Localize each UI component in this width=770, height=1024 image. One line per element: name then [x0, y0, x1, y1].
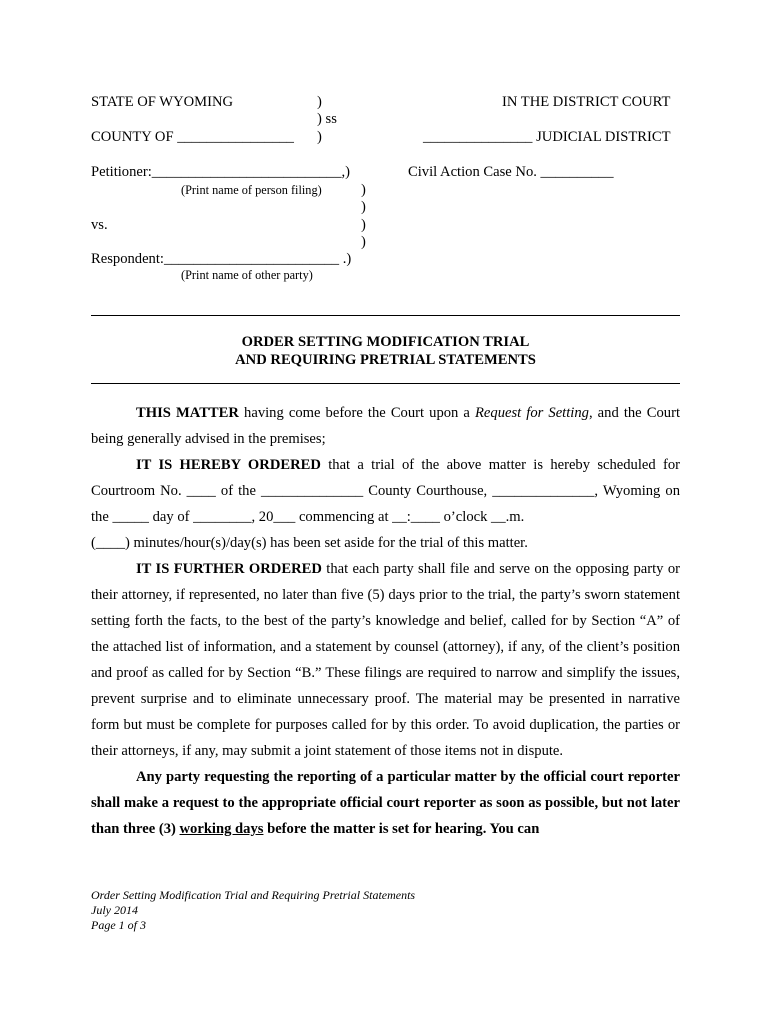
- footer-date: July 2014: [91, 903, 138, 917]
- caption-petitioner-hint: (Print name of person filing): [181, 183, 322, 197]
- divider-top: [91, 315, 680, 316]
- caption-paren: ): [317, 94, 322, 110]
- paragraph-time-set-aside: (____) minutes/hour(s)/day(s) has been set aside for the trial of this matter.: [91, 535, 528, 551]
- paragraph-further-ordered: IT IS FURTHER ORDERED that each party shall file and serve on the opposing party or their attorney, if represented, no later than five (5) days prior to the trial, the party’s sworn statement setting forth the facts, to the best of the party’s knowledge and belief, called for by Section “A” of the attached list of information, and a statement by counsel (attorney), if any, of the client’s position and proof as called for by Section “B.” These filings are required to narrow and simplify the issues, prevent surprise and to eliminate unnecessary proof. The material may be presented in narrative form but must be complete for purposes called for by this order. To avoid duplication, the parties or their attorneys, if any, may submit a joint statement of those items not in dispute.: [91, 561, 680, 759]
- divider-bottom: [91, 383, 680, 384]
- caption-petitioner: Petitioner:__________________________,): [91, 164, 351, 180]
- caption-paren: ): [361, 217, 366, 233]
- caption-respondent-hint: (Print name of other party): [181, 268, 313, 282]
- italic-phrase: Request for Setting: [475, 405, 589, 421]
- underlined-phrase: working days: [179, 821, 264, 837]
- paragraph-court-reporter: Any party requesting the reporting of a particular matter by the official court reporter shall make a request to the appropriate official court reporter as soon as possible, but not later than three (3) working days before the matter is set for hearing. You can: [91, 769, 680, 837]
- caption-paren: ): [317, 129, 322, 145]
- footer-page-number: Page 1 of 3: [91, 918, 146, 932]
- caption-state: STATE OF WYOMING: [91, 94, 234, 110]
- document-title-line2: AND REQUIRING PRETRIAL STATEMENTS: [235, 352, 536, 368]
- footer-title: Order Setting Modification Trial and Requiring Pretrial Statements: [91, 888, 416, 902]
- caption-court: IN THE DISTRICT COURT: [502, 94, 671, 110]
- caption-respondent: Respondent:________________________ .): [91, 251, 352, 267]
- paragraph-this-matter: THIS MATTER having come before the Court upon a Request for Setting, and the Court being generally advised in the premises;: [91, 405, 680, 447]
- caption-county: COUNTY OF ________________: [91, 129, 294, 145]
- caption-paren: ): [361, 234, 366, 250]
- bold-phrase: IT IS FURTHER ORDERED: [136, 561, 322, 577]
- caption-district: _______________ JUDICIAL DISTRICT: [423, 129, 671, 145]
- bold-phrase: IT IS HEREBY ORDERED: [136, 457, 321, 473]
- caption-civil-action: Civil Action Case No. __________: [408, 164, 614, 180]
- caption-ss: ) ss: [317, 111, 337, 127]
- caption-paren: ): [361, 182, 366, 198]
- document-title-line1: ORDER SETTING MODIFICATION TRIAL: [241, 334, 530, 350]
- caption-paren: ): [361, 199, 366, 215]
- order-body: [91, 400, 680, 842]
- paragraph-hereby-ordered: IT IS HEREBY ORDERED that a trial of the above matter is hereby scheduled for Courtroom No. ____ of the ______________ County Courthouse, ______________, Wyoming on the _____ day of ________, 20___ commencing at __:____ o’clock __.m.: [91, 457, 680, 525]
- caption-vs: vs.: [91, 217, 108, 233]
- bold-phrase: THIS MATTER: [136, 405, 239, 421]
